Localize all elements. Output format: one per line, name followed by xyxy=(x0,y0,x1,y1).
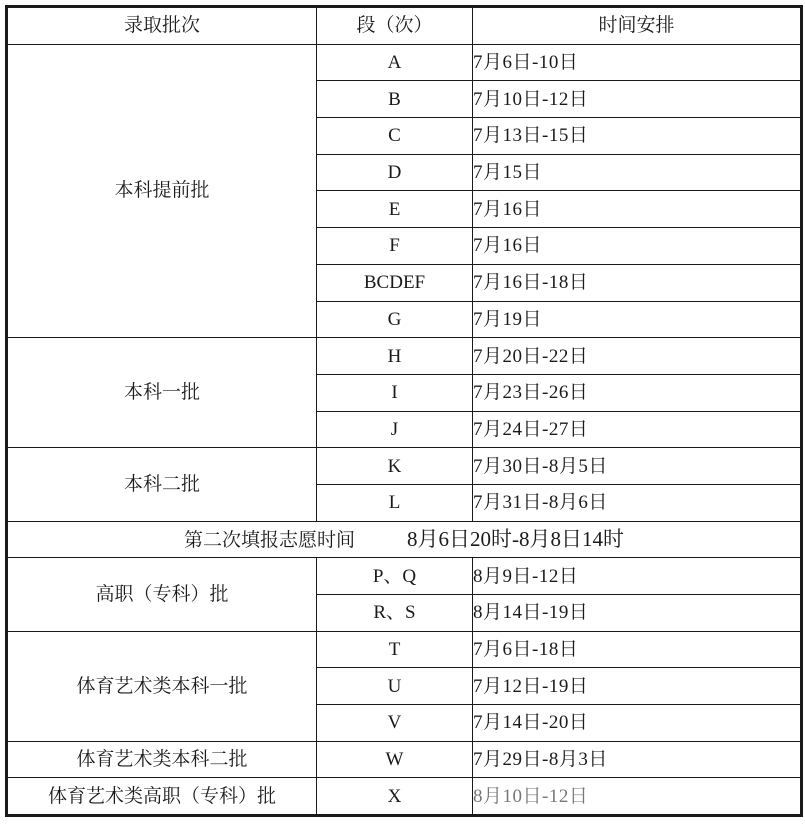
segment-cell: B xyxy=(317,81,473,118)
header-batch: 录取批次 xyxy=(7,7,317,45)
batch-cell: 本科提前批 xyxy=(7,44,317,338)
time-cell: 7月16日 xyxy=(473,228,802,265)
time-cell: 7月31日-8月6日 xyxy=(473,484,802,521)
segment-cell: H xyxy=(317,338,473,375)
batch-cell: 高职（专科）批 xyxy=(7,558,317,631)
time-cell: 7月19日 xyxy=(473,301,802,338)
table-row xyxy=(7,448,802,485)
segment-cell: K xyxy=(317,448,473,485)
segment-cell: I xyxy=(317,374,473,411)
batch-cell: 体育艺术类本科二批 xyxy=(7,741,317,778)
segment-cell: C xyxy=(317,118,473,155)
header-segment: 段（次） xyxy=(317,7,473,45)
time-cell: 7月12日-19日 xyxy=(473,668,802,705)
time-cell: 7月6日-10日 xyxy=(473,44,802,81)
segment-cell: E xyxy=(317,191,473,228)
segment-cell: L xyxy=(317,484,473,521)
segment-cell: A xyxy=(317,44,473,81)
batch-cell: 本科一批 xyxy=(7,338,317,448)
batch-cell: 体育艺术类高职（专科）批 xyxy=(7,778,317,816)
header-schedule: 时间安排 xyxy=(473,7,802,45)
segment-cell: D xyxy=(317,154,473,191)
time-cell: 7月20日-22日 xyxy=(473,338,802,375)
segment-cell: W xyxy=(317,741,473,778)
time-cell: 8月14日-19日 xyxy=(473,595,802,632)
segment-cell: F xyxy=(317,228,473,265)
time-cell: 7月29日-8月3日 xyxy=(473,741,802,778)
segment-cell: T xyxy=(317,631,473,668)
header-row xyxy=(7,7,802,45)
table-row xyxy=(7,44,802,81)
table-row xyxy=(7,741,802,778)
segment-cell: G xyxy=(317,301,473,338)
table-row xyxy=(7,558,802,595)
segment-cell: U xyxy=(317,668,473,705)
batch-cell: 本科二批 xyxy=(7,448,317,521)
segment-cell: J xyxy=(317,411,473,448)
time-cell: 7月16日 xyxy=(473,191,802,228)
second-fill-label: 第二次填报志愿时间 xyxy=(183,528,355,551)
time-cell: 7月6日-18日 xyxy=(473,631,802,668)
segment-cell: BCDEF xyxy=(317,264,473,301)
time-cell: 8月10日-12日 xyxy=(473,778,802,816)
second-fill-value: 8月6日20时-8月8日14时 xyxy=(407,526,624,551)
segment-cell: V xyxy=(317,705,473,742)
segment-cell: X xyxy=(317,778,473,816)
table-row xyxy=(7,778,802,816)
time-cell: 7月24日-27日 xyxy=(473,411,802,448)
time-cell: 7月30日-8月5日 xyxy=(473,448,802,485)
time-cell: 8月9日-12日 xyxy=(473,558,802,595)
second-fill-cell xyxy=(7,521,802,558)
segment-cell: P、Q xyxy=(317,558,473,595)
second-fill-row xyxy=(7,521,802,558)
segment-cell: R、S xyxy=(317,595,473,632)
time-cell: 7月15日 xyxy=(473,154,802,191)
table-row xyxy=(7,338,802,375)
time-cell: 7月14日-20日 xyxy=(473,705,802,742)
time-cell: 7月23日-26日 xyxy=(473,374,802,411)
time-cell: 7月16日-18日 xyxy=(473,264,802,301)
time-cell: 7月13日-15日 xyxy=(473,118,802,155)
admission-schedule-table xyxy=(5,5,803,817)
table-row xyxy=(7,631,802,668)
batch-cell: 体育艺术类本科一批 xyxy=(7,631,317,741)
time-cell: 7月10日-12日 xyxy=(473,81,802,118)
